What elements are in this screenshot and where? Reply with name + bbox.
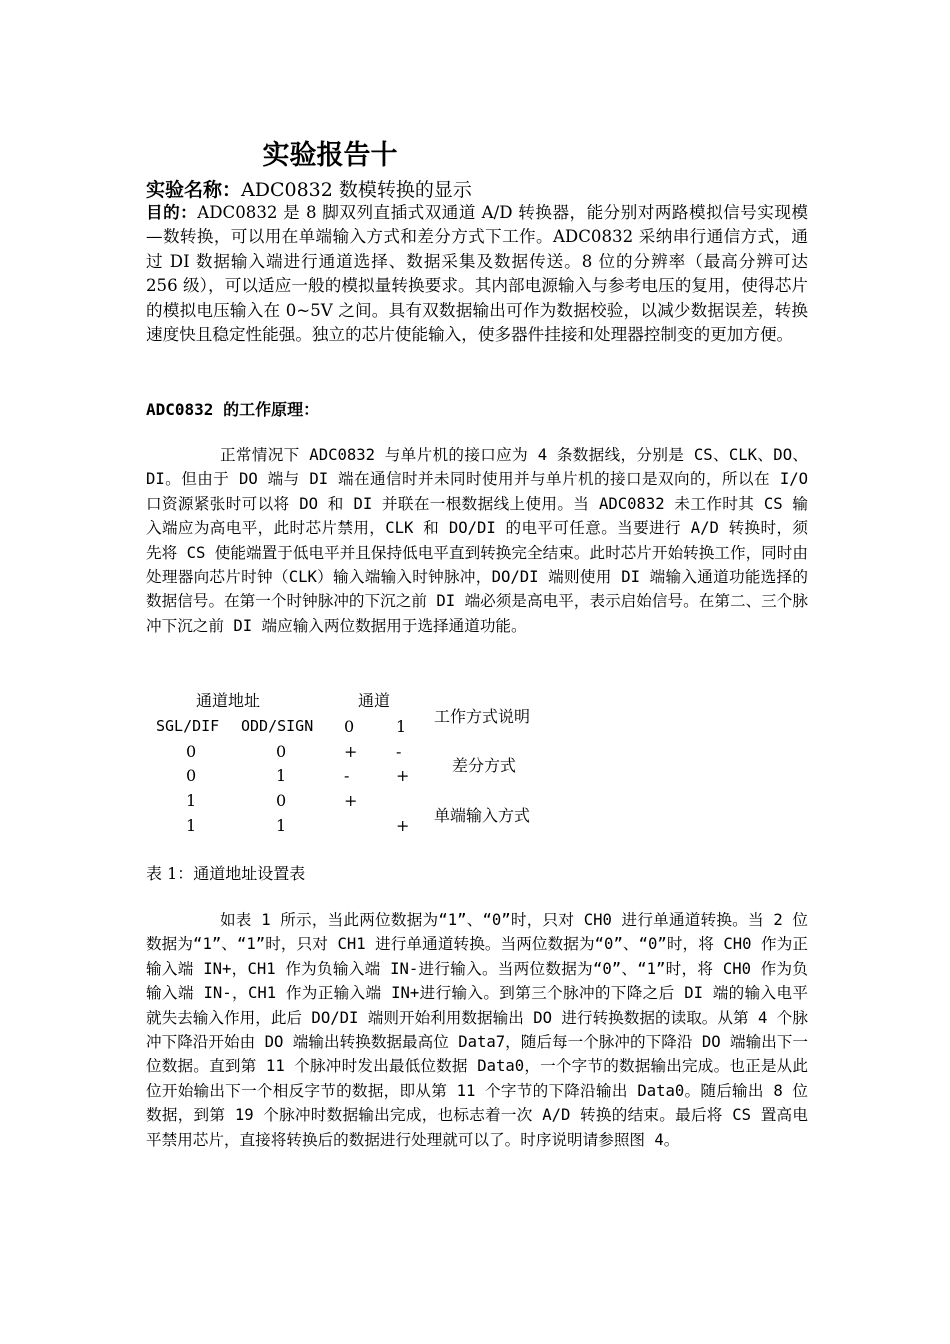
table-row-1-ch0: + (344, 742, 358, 761)
channel-address-table (146, 688, 566, 848)
table-row-1-ch1: - (396, 742, 402, 761)
table-row-4-odd: 1 (276, 816, 287, 835)
table-row-4-sgl: 1 (186, 816, 197, 835)
purpose-paragraph (146, 200, 808, 347)
table-row-4-ch1: + (396, 816, 410, 835)
table-row-1-odd: 0 (276, 742, 287, 761)
table-caption: 表 1：通道地址设置表 (146, 864, 306, 883)
table-col-sgl-dif: SGL/DIF (156, 717, 220, 735)
principle-heading: ADC0832 的工作原理： (146, 400, 320, 419)
table-col-ch0: 0 (344, 717, 355, 736)
table-header-address: 通道地址 (196, 691, 261, 710)
table-col-ch1: 1 (396, 717, 407, 736)
table-row-1-sgl: 0 (186, 742, 197, 761)
explanation-paragraph: 如表 1 所示，当此两位数据为“1”、“0”时，只对 CH0 进行单通道转换。当 2 位数据为“1”、“1”时，只对 CH1 进行单通道转换。当两位数据为“0”、“0”时，将 CH0 作为正输入端 IN+，CH1 作为负输入端 IN-进行输入。当两位数据为“0”、“1”时，将 CH0 作为负输入端 IN-，CH1 作为正输入端 IN+进行输入。到第三个脉冲的下降之后 DI 端的输入电平就失去输入作用，此后 DO/DI 端则开始利用数据输出 DO 进行转换数据的读取。从第 4 个脉冲下降沿开始由 DO 端输出转换数据最高位 Data7，随后每一个脉冲的下降沿 DO 端输出下一位数据。直到第 11 个脉冲时发出最低位数据 Data0，一个字节的数据输出完成。也正是从此位开始输出下一个相反字节的数据，即从第 11 个字节的下降沿输出 Data0。随后输出 8 位数据，到第 19 个脉冲时数据输出完成，也标志着一次 A/D 转换的结束。最后将 CS 置高电平禁用芯片，直接将转换后的数据进行处理就可以了。时序说明请参照图 4。 (146, 911, 808, 1149)
table-col-odd-sign: ODD/SIGN (241, 717, 314, 735)
table-mode-single-ended: 单端输入方式 (434, 806, 531, 825)
table-row-2-sgl: 0 (186, 766, 197, 785)
table-row-3-ch0: + (344, 791, 358, 810)
purpose-label: 目的： (146, 202, 198, 222)
table-row-2-odd: 1 (276, 766, 287, 785)
experiment-name-value: ADC0832 数模转换的显示 (241, 179, 472, 201)
table-row-2-ch0: - (344, 766, 350, 785)
table-row-2-ch1: + (396, 766, 410, 785)
purpose-text: ADC0832 是 8 脚双列直插式双通道 A/D 转换器，能分别对两路模拟信号实现模—数转换，可以用在单端输入方式和差分方式下工作。ADC0832 采纳串行通信方式，通过 DI 数据输入端进行通道选择、数据采集及数据传送。8 位的分辨率（最高分辨可达 256 级），可以适应一般的模拟量转换要求。其内部电源输入与参考电压的复用，使得芯片的模拟电压输入在 0~5V 之间。具有双数据输出可作为数据校验，以减少数据误差，转换速度快且稳定性能强。独立的芯片使能输入，使多器件挂接和处理器控制变的更加方便。 (146, 203, 809, 345)
experiment-name-label: 实验名称： (146, 179, 242, 201)
table-header-channel: 通道 (358, 691, 391, 710)
table-row-3-odd: 0 (276, 791, 287, 810)
table-row-3-sgl: 1 (186, 791, 197, 810)
table-mode-differential: 差分方式 (452, 756, 517, 775)
page-title: 实验报告十 (262, 140, 398, 171)
experiment-name (146, 175, 472, 202)
principle-paragraph: 正常情况下 ADC0832 与单片机的接口应为 4 条数据线，分别是 CS、CLK、DO、DI。但由于 DO 端与 DI 端在通信时并未同时使用并与单片机的接口是双向的，所以在 I/O 口资源紧张时可以将 DO 和 DI 并联在一根数据线上使用。当 ADC0832 未工作时其 CS 输入端应为高电平，此时芯片禁用，CLK 和 DO/DI 的电平可任意。当要进行 A/D 转换时，须先将 CS 使能端置于低电平并且保持低电平直到转换完全结束。此时芯片开始转换工作，同时由处理器向芯片时钟（CLK）输入端输入时钟脉冲，DO/DI 端则使用 DI 端输入通道功能选择的数据信号。在第一个时钟脉冲的下沉之前 DI 端必须是高电平，表示启始信号。在第二、三个脉冲下沉之前 DI 端应输入两位数据用于选择通道功能。 (146, 446, 808, 635)
table-header-mode: 工作方式说明 (434, 707, 531, 726)
